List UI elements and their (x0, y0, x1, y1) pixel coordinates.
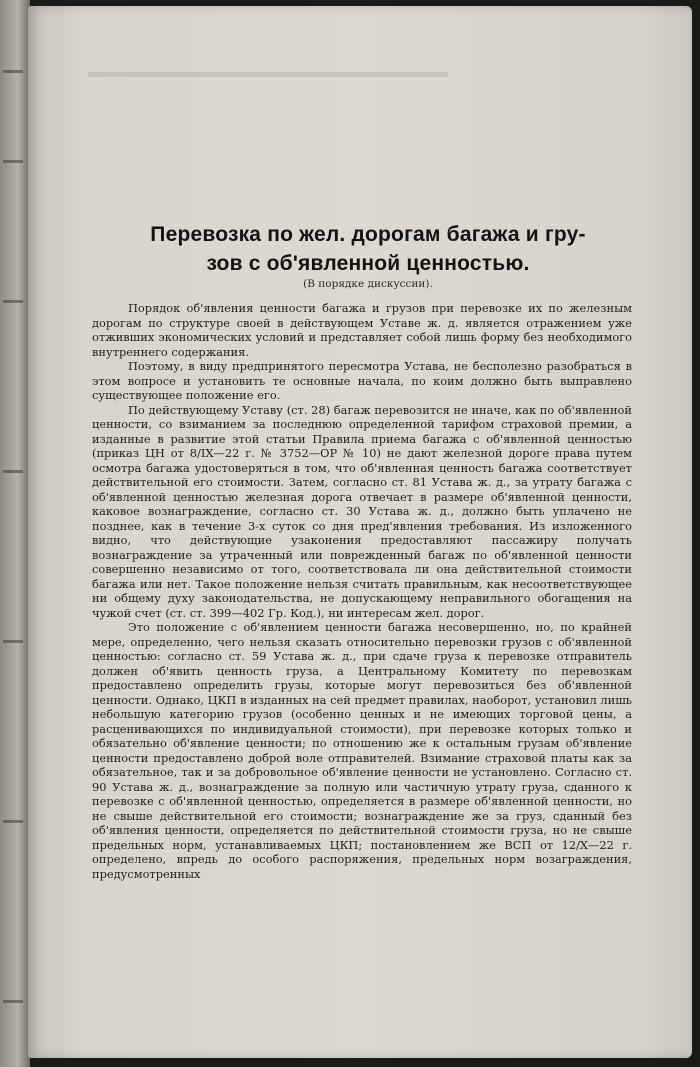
article-body (92, 301, 632, 881)
paragraph: Поэтому, в виду предпринятого пересмотра Устава, не бесполезно разобраться в этом вопросе и установить те основные начала, по коим должно быть выправлено существующее положение его. (92, 359, 632, 402)
paragraph: По действующему Уставу (ст. 28) багаж перевозится не иначе, как по об'явленной ценности, со взиманием за последнюю определенной тарифом страховой премии, а изданные в развитие этой статьи Правила приема багажа с об'явленной ценностью (приказ ЦН от 8/IX—22 г. № 3752—ОР № 10) не дают железной дороге права путем осмотра багажа удостоверяться в том, что об'явленная ценность багажа соответствует действительной его стоимости. Затем, согласно ст. 81 Устава ж. д., за утрату багажа с об'явленной ценностью железная дорога отвечает в размере об'явленной ценности, каковое вознаграждение, согласно ст. 30 Устава ж. д., должно быть уплачено не позднее, как в течение 3-х суток со дня пред'явления требования. Из изложенного видно, что действующие узаконения предоставляют пассажиру получать вознаграждение за утраченный или поврежденный багаж по об'явленной ценности совершенно независимо от того, соответствовала ли она действительной стоимости багажа или нет. Такое положение нельзя считать правильным, как несоответствующее ни общему духу законодательства, не допускающему неправильного обогащения на чужой счет (ст. ст. 399—402 Гр. Код.), ни интересам жел. дорог. (92, 402, 632, 620)
adjacent-page-edge (0, 0, 30, 1067)
document-page (28, 6, 692, 1058)
article-title: Перевозка по жел. дорогам багажа и гру- зов с об'явленной ценностью. (150, 223, 586, 275)
bleed-through-line (88, 72, 448, 77)
paragraph: Это положение с об'явлением ценности багажа несовершенно, но, по крайней мере, определенно, чего нельзя сказать относительно перевозки грузов с об'явленной ценностью: согласно ст. 59 Устава ж. д., при сдаче груза к перевозке отправитель должен об'явить ценность груза, а Центральному Комитету по перевозкам предоставлено определить грузы, которые могут перевозиться без об'явленной ценности. Однако, ЦКП в изданных на сей предмет правилах, наоборот, установил лишь небольшую категорию грузов (особенно ценных и не имеющих торговой цены, а расценивающихся по индивидуальной стоимости), при перевозке которых только и обязательно об'явление ценности; по отношению же к остальным грузам об'явление ценности предоставлено доброй воле отправителей. Взимание страховой платы как за обязательное, так и за добровольное об'явление ценности не установлено. Согласно ст. 90 Устава ж. д., вознаграждение за полную или частичную утрату груза, сданного к перевозке с об'явленной ценностью, определяется в размере об'явленной ценности, но не свыше действительной его стоимости; вознаграждение же за груз, сданный без об'явления ценности, определяется по действительной стоимости груза, но не свыше предельных норм, устанавливаемых ЦКП; постановлением же ВСП от 12/X—22 г. определено, впредь до особого распоряжения, предельных норм возаграждения, предусмотренных (92, 620, 632, 881)
paragraph: Порядок об'явления ценности багажа и грузов при перевозке их по железным дорогам по структуре своей в действующем Уставе ж. д. является отражением уже отживших экономических условий и представляет собой лишь форму без необходимого внутреннего содержания. (92, 301, 632, 359)
article-subtitle: (В порядке дискуссии). (303, 278, 433, 290)
